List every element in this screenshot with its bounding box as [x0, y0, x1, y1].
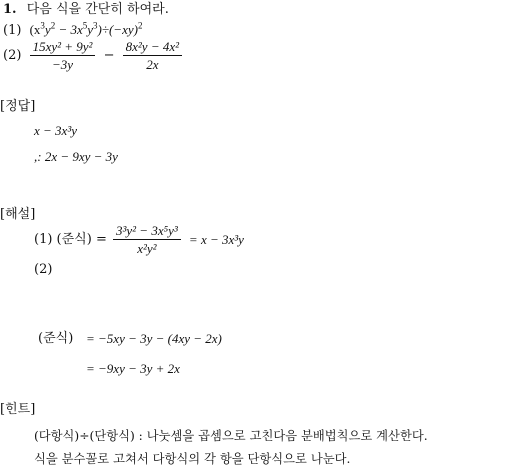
step1-expression: = −5xy − 3y − (4xy − 2x)	[86, 331, 222, 346]
problem-number: 1.	[3, 2, 17, 17]
item2-label: (2)	[3, 48, 22, 63]
fraction-numerator: 15xy² + 9y²	[32, 39, 93, 54]
step1-label: (준식)	[38, 331, 74, 346]
solution-part-1	[34, 224, 244, 255]
item2-fraction-1	[30, 40, 96, 71]
item1-expression: $(x^3y^2 - 3x^5y^3)\div(-xy)^2$	[29, 20, 143, 37]
answer-header: [정답]	[0, 99, 36, 114]
part2-label: (2)	[34, 262, 53, 277]
part1-fraction	[113, 224, 181, 255]
hint-line-2: 식을 분수꼴로 고쳐서 다항식의 각 항을 단항식으로 나눈다.	[34, 452, 351, 466]
part1-result: = x − 3x³y	[188, 232, 244, 247]
fraction-denominator: x²y²	[113, 239, 181, 255]
item2-fraction-2	[123, 40, 182, 71]
problem-instruction: 다음 식을 간단히 하여라.	[26, 2, 169, 17]
fraction-numerator: 3³y² − 3x⁵y³	[115, 223, 178, 238]
fraction-denominator: −3y	[30, 55, 96, 71]
minus-sign: −	[103, 48, 115, 63]
fraction-denominator: 2x	[123, 55, 182, 71]
part1-label: (1) (준식) =	[34, 232, 107, 247]
step2-expression: = −9xy − 3y + 2x	[86, 361, 180, 376]
answer-line-2: ,: 2x − 9xy − 3y	[34, 149, 118, 164]
problem-heading	[3, 3, 169, 16]
item1-label: (1)	[3, 23, 22, 38]
problem-item-2	[3, 40, 182, 71]
fraction-numerator: 8x²y − 4x²	[125, 39, 180, 54]
hint-line-1: (다항식)÷(단항식) : 나눗셈을 곱셈으로 고친다음 분배법칙으로 계산한다.	[34, 429, 428, 443]
hint-header: [힌트]	[0, 402, 36, 417]
solution-header: [해설]	[0, 207, 36, 222]
answer-line-1: x − 3x³y	[34, 123, 77, 138]
problem-item-1	[3, 20, 143, 38]
